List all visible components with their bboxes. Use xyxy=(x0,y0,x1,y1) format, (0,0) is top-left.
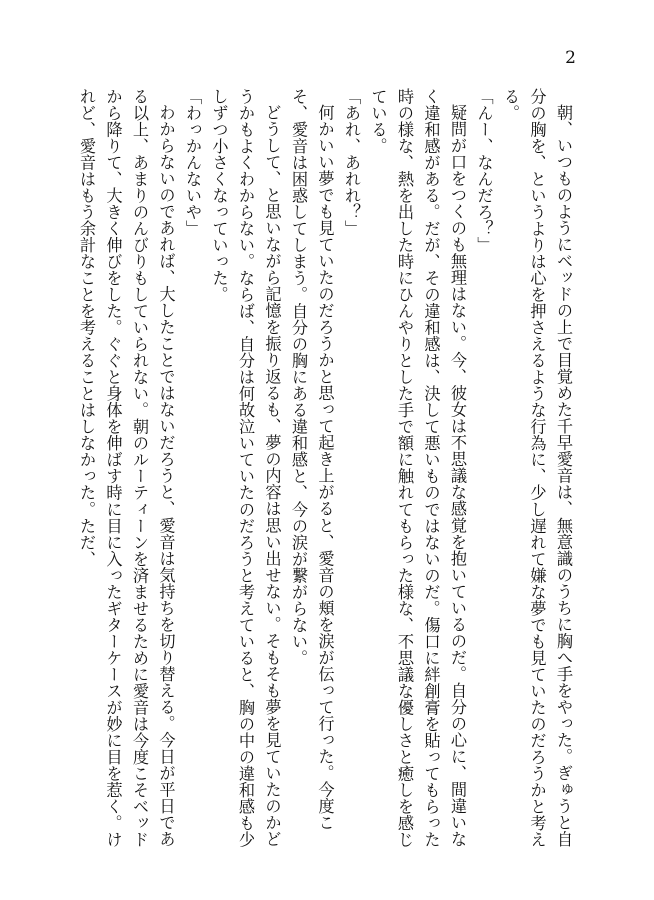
paragraph-narration: 朝、いつものようにベッドの上で目覚めた千早愛音は、無意識のうちに胸へ手をやった。ぎゅうと自分の胸を、というよりは心を押さえるような行為に、少し遅れて嫌な夢でも見ていたのだろうかと考える。 xyxy=(501,88,573,848)
paragraph-narration: わからないのであれば、大したことではないだろうと、愛音は気持ちを切り替える。今日が平日である以上、あまりのんびりもしていられない。朝のルーティーンを済ませるために愛音は今度こそベッドから降りて、大きく伸びをした。ぐぐと身体を伸ばす時に目に入ったギターケースが妙に目を惹く。けれど、愛音はもう余計なことを考えることはしなかった。ただ、 xyxy=(77,88,176,848)
paragraph-narration: 何かいい夢でも見ていたのだろうかと思って起き上がると、愛音の頬を涙が伝って行った。今度こそ、愛音は困惑してしまう。自分の胸にある違和感と、今の涙が繋がらない。 xyxy=(289,88,335,832)
paragraph-dialogue: 「あれ、あれれ？」 xyxy=(342,88,361,237)
paragraph-narration: 疑問が口をつくのも無理はない。今、彼女は不思議な感覚を抱いているのだ。自分の心に、間違いなく違和感がある。だが、その違和感は、決して悪いものではないのだ。傷口に絆創膏を貼ってもらった時の様な、熱を出した時にひんやりとした手で額に触れてもらった様な、不思議な優しさと癒しを感じている。 xyxy=(368,88,467,848)
vertical-text-body xyxy=(66,88,576,848)
paragraph-narration: どうして、と思いながら記憶を振り返るも、夢の内容は思い出せない。そもそも夢を見ていたのかどうかもよくわからない。ならば、自分は何故泣いていたのだろうと考えていると、胸の中の違和感も少しずつ小さくなっていった。 xyxy=(209,88,282,848)
page-number: 2 xyxy=(565,48,576,68)
paragraph-dialogue: 「んー、なんだろ？」 xyxy=(474,88,494,254)
paragraph-dialogue: 「わっかんないや」 xyxy=(183,88,202,237)
